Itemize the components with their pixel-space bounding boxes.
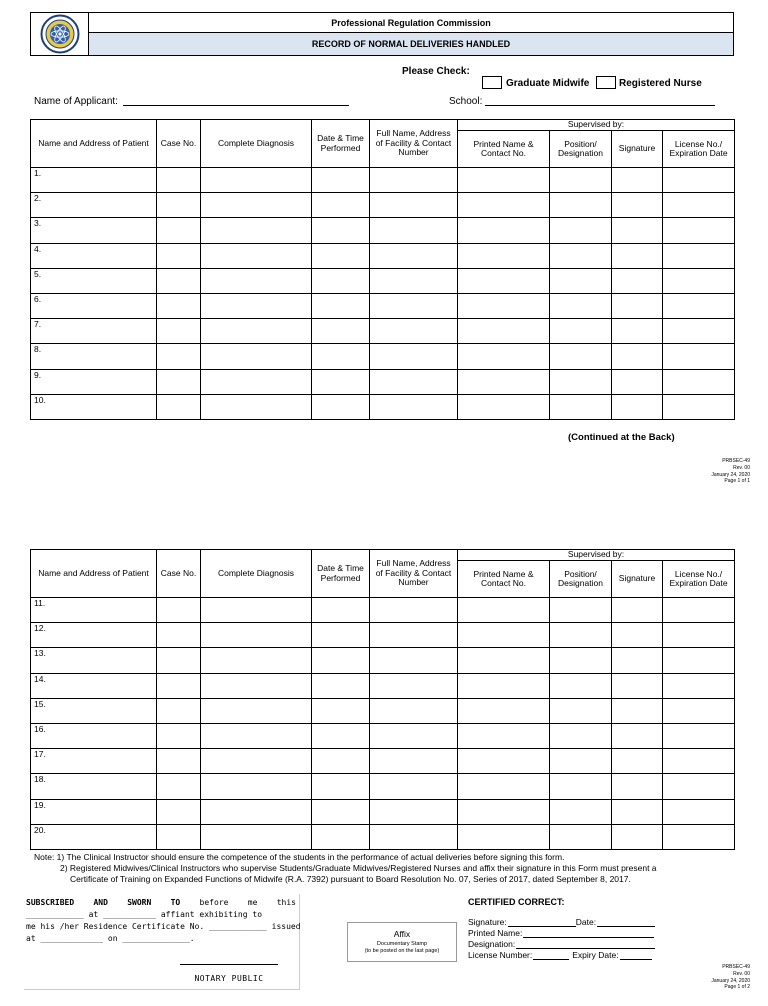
table-cell[interactable]	[663, 168, 735, 193]
rev-form-code: PRBSEC-49	[722, 964, 750, 970]
table-cell[interactable]	[612, 243, 663, 268]
rev-date: January 24, 2020	[711, 471, 750, 478]
revision-info-page1	[711, 458, 750, 485]
table-cell[interactable]	[201, 319, 312, 344]
row-number-cell[interactable]: 17.	[31, 749, 157, 774]
table-cell[interactable]	[458, 598, 550, 623]
table-cell[interactable]	[458, 369, 550, 394]
table-row	[31, 344, 735, 369]
table-cell[interactable]	[157, 648, 201, 673]
table-cell[interactable]	[458, 673, 550, 698]
table-cell[interactable]	[550, 218, 612, 243]
col-facility: Full Name, Address of Facility & Contact Number	[370, 120, 458, 168]
prc-seal-icon	[40, 14, 80, 54]
school-field[interactable]	[485, 105, 715, 106]
table-cell[interactable]	[201, 799, 312, 824]
table-cell[interactable]	[370, 623, 458, 648]
table-cell[interactable]	[312, 268, 370, 293]
row-number-cell[interactable]: 1.	[31, 168, 157, 193]
table-cell[interactable]	[312, 749, 370, 774]
table-cell[interactable]	[157, 774, 201, 799]
table-cell[interactable]	[157, 723, 201, 748]
table-cell[interactable]	[370, 698, 458, 723]
table-cell[interactable]	[458, 218, 550, 243]
table-cell[interactable]	[312, 394, 370, 419]
row-number-cell[interactable]: 19.	[31, 799, 157, 824]
table-cell[interactable]	[550, 698, 612, 723]
col-license: License No./ Expiration Date	[663, 561, 735, 598]
table-cell[interactable]	[663, 344, 735, 369]
rev-page: Page 1 of 2	[724, 984, 750, 991]
notary-word: TO	[170, 898, 181, 907]
signature-label: Signature:	[468, 917, 507, 927]
table-cell[interactable]	[612, 319, 663, 344]
rev-form-code: PRBSEC-49	[722, 458, 750, 464]
table-cell[interactable]	[663, 394, 735, 419]
table-cell[interactable]	[612, 369, 663, 394]
table-cell[interactable]	[458, 394, 550, 419]
table-cell[interactable]	[458, 698, 550, 723]
row-number-cell[interactable]: 16.	[31, 723, 157, 748]
table-cell[interactable]	[157, 749, 201, 774]
table-cell[interactable]	[201, 698, 312, 723]
row-number-cell[interactable]: 2.	[31, 193, 157, 218]
table-cell[interactable]	[201, 623, 312, 648]
table-cell[interactable]	[663, 749, 735, 774]
col-license: License No./ Expiration Date	[663, 131, 735, 168]
table-cell[interactable]	[312, 673, 370, 698]
table-cell[interactable]	[663, 193, 735, 218]
table-cell[interactable]	[550, 268, 612, 293]
table-cell[interactable]	[312, 319, 370, 344]
table-cell[interactable]	[612, 218, 663, 243]
graduate-midwife-label: Graduate Midwife	[506, 78, 590, 89]
notary-word: SWORN	[127, 898, 152, 907]
table-cell[interactable]	[157, 598, 201, 623]
table-cell[interactable]	[663, 598, 735, 623]
table-row	[31, 369, 735, 394]
table-cell[interactable]	[458, 319, 550, 344]
table-cell[interactable]	[612, 749, 663, 774]
table-cell[interactable]	[312, 698, 370, 723]
logo-cell	[31, 13, 89, 55]
license-number-field[interactable]	[533, 951, 569, 960]
table-cell[interactable]	[550, 344, 612, 369]
table-cell[interactable]	[663, 698, 735, 723]
table-cell[interactable]	[612, 648, 663, 673]
date-field[interactable]	[597, 918, 655, 927]
table-cell[interactable]	[458, 623, 550, 648]
documentary-stamp-box	[347, 922, 457, 962]
table-cell[interactable]	[458, 824, 550, 849]
notary-section	[24, 894, 300, 990]
table-cell[interactable]	[201, 749, 312, 774]
row-number-cell[interactable]: 20.	[31, 824, 157, 849]
table-cell[interactable]	[312, 723, 370, 748]
notes-section	[34, 852, 734, 885]
col-printed-name: Printed Name & Contact No.	[458, 561, 550, 598]
table-cell[interactable]	[157, 168, 201, 193]
form-title: RECORD OF NORMAL DELIVERIES HANDLED	[89, 33, 733, 55]
table-cell[interactable]	[663, 824, 735, 849]
applicant-name-field[interactable]	[123, 105, 349, 106]
table-row	[31, 774, 735, 799]
printed-name-label: Printed Name:	[468, 928, 523, 938]
revision-info-page2	[711, 964, 750, 991]
please-check-label: Please Check:	[402, 66, 470, 77]
expiry-date-label: Expiry Date:	[572, 950, 619, 960]
table-cell[interactable]	[312, 193, 370, 218]
row-number-cell[interactable]: 13.	[31, 648, 157, 673]
table-cell[interactable]	[370, 749, 458, 774]
col-diagnosis: Complete Diagnosis	[201, 120, 312, 168]
col-facility: Full Name, Address of Facility & Contact Number	[370, 550, 458, 598]
note-line-1: Note: 1) The Clinical Instructor should ensure the competence of the students in the performance of actual deliveries before signing this form.	[34, 852, 565, 862]
table-cell[interactable]	[663, 268, 735, 293]
table-cell[interactable]	[201, 723, 312, 748]
row-number-cell[interactable]: 14.	[31, 673, 157, 698]
table-row	[31, 598, 735, 623]
table-cell[interactable]	[612, 168, 663, 193]
table-cell[interactable]	[370, 344, 458, 369]
table-row	[31, 193, 735, 218]
table-cell[interactable]	[550, 723, 612, 748]
expiry-date-field[interactable]	[620, 951, 652, 960]
notary-word: SUBSCRIBED	[26, 898, 75, 907]
table-row	[31, 168, 735, 193]
table-cell[interactable]	[550, 193, 612, 218]
table-cell[interactable]	[312, 168, 370, 193]
table-cell[interactable]	[550, 369, 612, 394]
table-cell[interactable]	[370, 243, 458, 268]
table-cell[interactable]	[370, 673, 458, 698]
row-number-cell[interactable]: 11.	[31, 598, 157, 623]
table-cell[interactable]	[157, 623, 201, 648]
table-cell[interactable]	[312, 623, 370, 648]
registered-nurse-checkbox[interactable]	[596, 76, 616, 89]
header-title: Professional Regulation Commission	[89, 13, 733, 33]
designation-label: Designation:	[468, 939, 516, 949]
table-cell[interactable]	[458, 243, 550, 268]
table-cell[interactable]	[201, 218, 312, 243]
row-number-cell[interactable]: 6.	[31, 293, 157, 318]
table-cell[interactable]	[612, 824, 663, 849]
form-header	[30, 12, 734, 56]
table-cell[interactable]	[201, 394, 312, 419]
table-cell[interactable]	[370, 268, 458, 293]
table-cell[interactable]	[201, 673, 312, 698]
table-cell[interactable]	[663, 243, 735, 268]
table-cell[interactable]	[157, 344, 201, 369]
table-cell[interactable]	[201, 268, 312, 293]
col-signature: Signature	[612, 131, 663, 168]
col-patient: Name and Address of Patient	[31, 550, 157, 598]
table-row	[31, 799, 735, 824]
table-cell[interactable]	[612, 293, 663, 318]
table-cell[interactable]	[663, 369, 735, 394]
table-cell[interactable]	[612, 268, 663, 293]
col-position: Position/ Designation	[550, 131, 612, 168]
table-row	[31, 394, 735, 419]
row-number-cell[interactable]: 18.	[31, 774, 157, 799]
row-number-cell[interactable]: 15.	[31, 698, 157, 723]
table-cell[interactable]	[312, 824, 370, 849]
table-cell[interactable]	[612, 598, 663, 623]
school-label: School:	[449, 96, 483, 107]
table-cell[interactable]	[370, 648, 458, 673]
table-cell[interactable]	[663, 723, 735, 748]
notary-line-3: me his /her Residence Certificate No. ____________ issued	[26, 922, 301, 931]
table-cell[interactable]	[458, 799, 550, 824]
note-line-2: 2) Registered Midwives/Clinical Instructors who supervise Students/Graduate Midwives/Registered Nurses and affix their signature in this Form must present a	[60, 862, 657, 873]
rev-date: January 24, 2020	[711, 977, 750, 984]
table-cell[interactable]	[612, 394, 663, 419]
stamp-line-2: (to be posted on the last page)	[364, 948, 440, 954]
graduate-midwife-checkbox[interactable]	[482, 76, 502, 89]
table-cell[interactable]	[201, 293, 312, 318]
table-row	[31, 268, 735, 293]
table-row	[31, 723, 735, 748]
continued-note: (Continued at the Back)	[568, 432, 675, 443]
notary-word: this	[276, 898, 296, 907]
table-cell[interactable]	[157, 218, 201, 243]
table-cell[interactable]	[157, 243, 201, 268]
table-cell[interactable]	[201, 369, 312, 394]
license-number-label: License Number:	[468, 950, 533, 960]
row-number-cell[interactable]: 7.	[31, 319, 157, 344]
table-cell[interactable]	[663, 293, 735, 318]
table-cell[interactable]	[370, 168, 458, 193]
row-number-cell[interactable]: 3.	[31, 218, 157, 243]
stamp-line-1: Documentary Stamp	[376, 941, 428, 947]
table-cell[interactable]	[370, 394, 458, 419]
table-cell[interactable]	[157, 319, 201, 344]
table-row	[31, 243, 735, 268]
table-cell[interactable]	[370, 319, 458, 344]
table-cell[interactable]	[550, 824, 612, 849]
table-cell[interactable]	[663, 623, 735, 648]
col-supervised-by: Supervised by:	[458, 120, 735, 131]
table-cell[interactable]	[550, 293, 612, 318]
table-row	[31, 623, 735, 648]
table-cell[interactable]	[458, 168, 550, 193]
col-position: Position/ Designation	[550, 561, 612, 598]
table-cell[interactable]	[550, 243, 612, 268]
table-cell[interactable]	[612, 698, 663, 723]
row-number-cell[interactable]: 4.	[31, 243, 157, 268]
table-cell[interactable]	[550, 319, 612, 344]
note-line-3: Certificate of Training on Expanded Functions of Midwife (R.A. 7392) pursuant to Board Resolution No. 07, Series of 2017, dated September 8, 2017.	[70, 873, 631, 884]
table-cell[interactable]	[370, 799, 458, 824]
table-cell[interactable]	[312, 369, 370, 394]
table-cell[interactable]	[157, 799, 201, 824]
table-cell[interactable]	[458, 774, 550, 799]
table-cell[interactable]	[201, 824, 312, 849]
table-cell[interactable]	[458, 268, 550, 293]
table-cell[interactable]	[370, 369, 458, 394]
table-cell[interactable]	[370, 293, 458, 318]
table-cell[interactable]	[612, 774, 663, 799]
table-cell[interactable]	[312, 598, 370, 623]
table-cell[interactable]	[550, 394, 612, 419]
col-signature: Signature	[612, 561, 663, 598]
col-case-no: Case No.	[157, 550, 201, 598]
table-cell[interactable]	[157, 193, 201, 218]
certified-correct-section	[468, 897, 655, 960]
row-number-cell[interactable]: 12.	[31, 623, 157, 648]
row-number-cell[interactable]: 10.	[31, 394, 157, 419]
table-cell[interactable]	[312, 648, 370, 673]
table-cell[interactable]	[157, 293, 201, 318]
table-cell[interactable]	[201, 193, 312, 218]
table-cell[interactable]	[458, 749, 550, 774]
table-cell[interactable]	[201, 774, 312, 799]
table-cell[interactable]	[157, 673, 201, 698]
table-cell[interactable]	[312, 344, 370, 369]
signature-field[interactable]	[508, 918, 576, 927]
table-cell[interactable]	[157, 698, 201, 723]
notary-line-1	[26, 898, 296, 907]
row-number-cell[interactable]: 9.	[31, 369, 157, 394]
notary-signature-line[interactable]	[180, 964, 278, 965]
col-datetime: Date & Time Performed	[312, 550, 370, 598]
table-cell[interactable]	[663, 648, 735, 673]
table-cell[interactable]	[370, 598, 458, 623]
table-cell[interactable]	[201, 243, 312, 268]
table-cell[interactable]	[370, 218, 458, 243]
notary-line-2: ____________ at ___________ affiant exhibiting to	[26, 910, 263, 919]
table-cell[interactable]	[663, 799, 735, 824]
table-cell[interactable]	[550, 598, 612, 623]
table-row	[31, 824, 735, 849]
table-row	[31, 749, 735, 774]
table-cell[interactable]	[312, 293, 370, 318]
col-patient: Name and Address of Patient	[31, 120, 157, 168]
table-cell[interactable]	[612, 799, 663, 824]
table-cell[interactable]	[663, 673, 735, 698]
rev-page: Page 1 of 1	[724, 478, 750, 485]
table-cell[interactable]	[458, 723, 550, 748]
table-cell[interactable]	[370, 774, 458, 799]
applicant-name-label: Name of Applicant:	[34, 96, 118, 107]
deliveries-table-page1	[30, 119, 735, 420]
table-cell[interactable]	[550, 168, 612, 193]
table-cell[interactable]	[612, 623, 663, 648]
table-row	[31, 319, 735, 344]
table-cell[interactable]	[370, 193, 458, 218]
table-cell[interactable]	[312, 774, 370, 799]
notary-line-4: at _____________ on ______________.	[26, 934, 195, 943]
table-row	[31, 218, 735, 243]
notary-word: me	[247, 898, 258, 907]
table-cell[interactable]	[612, 344, 663, 369]
col-datetime: Date & Time Performed	[312, 120, 370, 168]
table-cell[interactable]	[157, 394, 201, 419]
table-cell[interactable]	[612, 673, 663, 698]
table-cell[interactable]	[157, 824, 201, 849]
table-cell[interactable]	[663, 774, 735, 799]
table-cell[interactable]	[157, 369, 201, 394]
table-row	[31, 698, 735, 723]
col-case-no: Case No.	[157, 120, 201, 168]
date-label: Date:	[575, 917, 597, 927]
deliveries-table-page2	[30, 549, 735, 850]
table-cell[interactable]	[458, 648, 550, 673]
col-printed-name: Printed Name & Contact No.	[458, 131, 550, 168]
registered-nurse-label: Registered Nurse	[619, 78, 702, 89]
table-cell[interactable]	[550, 774, 612, 799]
table-cell[interactable]	[550, 673, 612, 698]
table-row	[31, 293, 735, 318]
table-cell[interactable]	[370, 723, 458, 748]
table-cell[interactable]	[312, 243, 370, 268]
table-row	[31, 648, 735, 673]
table-cell[interactable]	[312, 799, 370, 824]
table-cell[interactable]	[201, 168, 312, 193]
table-cell[interactable]	[201, 598, 312, 623]
row-number-cell[interactable]: 5.	[31, 268, 157, 293]
table-cell[interactable]	[458, 293, 550, 318]
table-cell[interactable]	[458, 193, 550, 218]
table-cell[interactable]	[370, 824, 458, 849]
notary-word: before	[199, 898, 229, 907]
table-cell[interactable]	[157, 268, 201, 293]
notary-word: AND	[93, 898, 108, 907]
table-row	[31, 673, 735, 698]
designation-field[interactable]	[516, 940, 655, 949]
printed-name-field[interactable]	[523, 929, 654, 938]
table-cell[interactable]	[550, 799, 612, 824]
table-cell[interactable]	[663, 319, 735, 344]
row-number-cell[interactable]: 8.	[31, 344, 157, 369]
table-cell[interactable]	[550, 648, 612, 673]
table-cell[interactable]	[458, 344, 550, 369]
table-cell[interactable]	[612, 193, 663, 218]
table-cell[interactable]	[312, 218, 370, 243]
table-cell[interactable]	[550, 623, 612, 648]
stamp-title: Affix	[393, 929, 411, 939]
table-cell[interactable]	[201, 648, 312, 673]
col-diagnosis: Complete Diagnosis	[201, 550, 312, 598]
table-cell[interactable]	[201, 344, 312, 369]
rev-number: Rev. 00	[733, 970, 750, 977]
table-cell[interactable]	[663, 218, 735, 243]
table-cell[interactable]	[612, 723, 663, 748]
certified-title: CERTIFIED CORRECT:	[468, 897, 565, 907]
col-supervised-by: Supervised by:	[458, 550, 735, 561]
notary-public-label: NOTARY PUBLIC	[194, 974, 264, 983]
rev-number: Rev. 00	[733, 464, 750, 471]
table-cell[interactable]	[550, 749, 612, 774]
